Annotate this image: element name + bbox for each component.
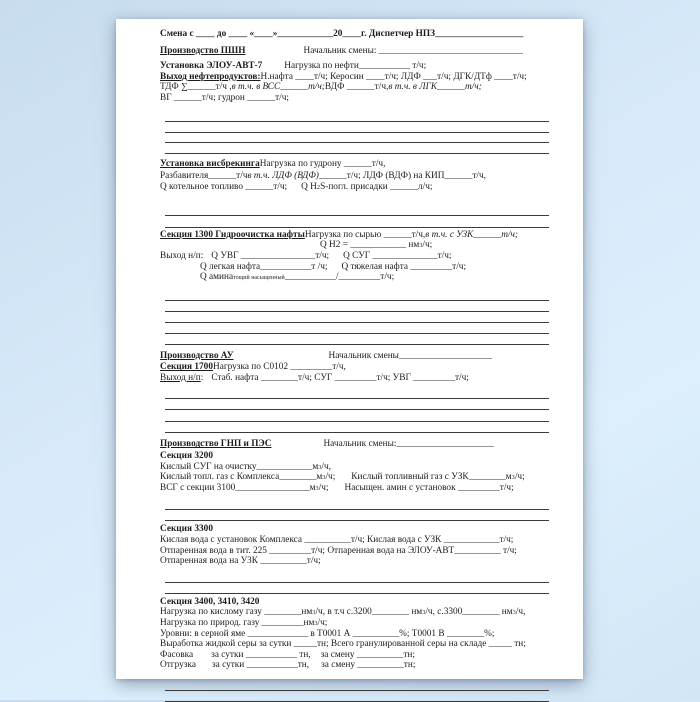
vg-gudron-line (160, 93, 549, 104)
text-segment: в т.ч. в ВСС (231, 82, 281, 93)
tab-gap (262, 67, 284, 68)
spacer (160, 193, 549, 204)
text-segment: Нагрузка по природ. газу _________нм (160, 618, 315, 628)
writing-line (165, 323, 549, 334)
text-segment: Производство АУ (160, 350, 234, 361)
text-segment: за смену __________тн; (320, 649, 415, 660)
tab-gap (329, 257, 343, 258)
writing-line (165, 691, 549, 702)
tab-gap (196, 666, 212, 667)
text-segment: Q УВГ ________________т/ч; (211, 250, 330, 261)
shipment-line (160, 660, 549, 671)
tab-gap (287, 188, 301, 189)
writing-line (165, 122, 549, 133)
text-segment: т/ч; (464, 82, 482, 93)
writing-line (165, 133, 549, 144)
writing-line (165, 572, 549, 583)
text-segment: Отпаренная вода в тит. 225 _________т/ч; Отпаренная вода на ЭЛОУ-АВТ__________ т/ч; (160, 545, 517, 556)
section-3400-title (160, 597, 549, 608)
text-segment: ______ (280, 82, 309, 93)
razbavitel-line (160, 171, 549, 182)
tab-gap (271, 445, 323, 446)
text-segment: /ч, в т.ч с.3200________ нм (315, 607, 423, 618)
text-segment: ТДФ ∑______т/ч , (160, 82, 232, 93)
text-segment: Насыщен. амин с установок _________т/ч; (344, 482, 514, 493)
text-segment: Кислый топл. газ с Комплекса________м (160, 472, 323, 483)
text-segment: /ч; (318, 482, 329, 493)
tab-gap (309, 666, 321, 667)
text-segment: Уровни: в серной яме _____________ в Т0001 А __________%; Т0001 В ________%; (160, 628, 495, 639)
sulfur-production-line (160, 639, 549, 650)
text-segment: ВГ ______т/ч; гудрон ______т/ч; (160, 92, 290, 103)
section-3300-title (160, 524, 549, 535)
tab-gap (335, 478, 351, 479)
stripped-water-uzk-line (160, 556, 549, 567)
production-gnp-pes-header (160, 439, 549, 450)
text-segment: в т.ч. с УЗК (425, 229, 474, 240)
text-segment: ВСГ с секции 3100________________м (160, 482, 316, 493)
text-segment: Производство ПШН (160, 45, 246, 56)
text-segment: Н.нафта ____т/ч; Керосин ____т/ч; ЛДФ ___т/ч; ДГК/ДТф ____т/ч; (260, 71, 527, 82)
text-segment: /ч; (325, 472, 336, 483)
text-segment: Q тяжелая нафта _________т/ч; (341, 261, 467, 272)
text-segment: за сутки ___________ тн, (211, 649, 311, 660)
text-segment: за сутки ___________тн, (211, 660, 310, 671)
text-segment: Начальник смены: _______________________________ (303, 45, 523, 56)
writing-line (165, 583, 549, 594)
section-1700-line (160, 362, 549, 373)
text-segment: Q легкая нафта___________т /ч; (200, 261, 328, 272)
section-3200-title (160, 451, 549, 462)
writing-line (165, 510, 549, 521)
text-segment: Выработка жидкой серы за сутки _____тн; Всего гранулированной серы на складе _____ тн; (160, 639, 526, 650)
text-segment: /ч, с.3300________ нм (425, 607, 513, 618)
text-segment: Начальник смены____________________ (328, 350, 492, 361)
text-segment: Отпаренная вода на УЗК __________т/ч; (160, 556, 321, 567)
text-segment: Секция 3200 (160, 451, 213, 462)
text-segment: Начальник смены:_____________________ (323, 439, 495, 450)
text-segment: Выход н/п (160, 372, 201, 383)
section-1700-yield-line (160, 373, 549, 384)
text-segment: т/ч; (501, 229, 519, 240)
document-content (160, 29, 549, 671)
boiler-fuel-line: Q котельное топливо ______т/ч; Q H2S-погл. присадки ______л/ч; (160, 182, 433, 193)
tab-gap (234, 357, 329, 358)
acid-gas-load-line: Нагрузка по кислому газу ________нм3/ч, в т.ч с.3200________ нм3/ч, с.3300________ нм3/ч, (160, 607, 526, 618)
text-segment: /ч; (514, 472, 525, 483)
text-segment: /ч, (515, 607, 526, 618)
qh2-line: Q H2 = ____________ нм3/ч; (320, 240, 433, 251)
writing-line (165, 143, 549, 154)
sour-water-line (160, 535, 549, 546)
text-segment: Стаб. нафта ________т/ч; СУГ _________т/ч; УВГ _________т/ч; (211, 372, 469, 383)
tab-gap (328, 268, 342, 269)
text-segment: Нагрузка по нефти___________ т/ч; (284, 61, 427, 72)
yield-uvg-sug-line (160, 251, 549, 262)
text-segment: Разбавителя______т/ч (160, 170, 248, 181)
text-segment: /ч, (321, 461, 331, 472)
writing-line (165, 112, 549, 123)
report-page (116, 19, 583, 679)
writing-line (165, 216, 549, 228)
text-segment: ______ (437, 82, 465, 93)
production-au-header (160, 351, 549, 362)
writing-line (165, 680, 549, 691)
writing-line (165, 499, 549, 510)
text-segment: Q H2 = ____________ нм (320, 240, 420, 251)
writing-line (165, 334, 549, 345)
text-segment: /ч; (317, 618, 328, 628)
natural-gas-load-line: Нагрузка по природ. газу _________нм3/ч; (160, 618, 328, 628)
writing-line (165, 204, 549, 216)
text-segment: т/ч; (308, 82, 325, 93)
sour-gas-line: Кислый топл. газ с Комплекса________м3/ч; Кислый топливный газ с УЗК________м3/ч; (160, 472, 525, 483)
vsg-line: ВСГ с секции 3100________________м3/ч; Насыщен. амин с установок _________т/ч; (160, 482, 514, 493)
writing-line (165, 301, 549, 312)
text-segment: Q котельное топливо ______т/ч; (160, 182, 288, 193)
text-segment: Q амина (200, 272, 234, 283)
tab-gap (329, 489, 345, 490)
text-segment: /ч; (422, 240, 433, 251)
writing-line (165, 312, 549, 323)
section-1300-header-line (160, 230, 549, 241)
tab-gap (203, 257, 211, 258)
text-segment: Нагрузка по сырью ______т/ч, (304, 229, 426, 240)
text-segment: ВДФ ______т/ч, (324, 82, 389, 93)
unit-elou-avt7-line (160, 61, 549, 72)
text-segment: Секция 3300 (160, 524, 213, 535)
text-segment: Выход н/п: (160, 250, 204, 261)
text-segment: Секция 1700 (160, 362, 213, 373)
text-segment: Нагрузка по С0102 _________т/ч, (212, 362, 346, 373)
text-segment: тощий насыщенный (233, 275, 285, 282)
product-yield-line (160, 72, 549, 83)
text-segment: Установка ЭЛОУ-АВТ-7 (160, 61, 263, 72)
light-heavy-naphtha-line (160, 262, 549, 273)
tab-gap (203, 379, 211, 380)
text-segment: Отгрузка (160, 660, 196, 671)
writing-line (165, 422, 549, 434)
shift-header-line (160, 29, 549, 40)
tab-gap (193, 656, 211, 657)
tdf-line (160, 82, 549, 93)
packing-line (160, 650, 549, 661)
text-segment: Кислый топливный газ с УЗК________м (351, 472, 512, 483)
writing-line (165, 399, 549, 411)
spacer (160, 671, 549, 680)
text-segment: Фасовка (160, 649, 194, 660)
text-segment: за смену __________тн; (321, 660, 416, 671)
text-segment: Выход нефтепродуктов: (160, 71, 261, 82)
spacer (160, 104, 549, 112)
text-segment: Нагрузка по гудрону ______т/ч, (259, 158, 386, 169)
amine-line (160, 272, 549, 283)
text-segment: Q H (301, 182, 317, 193)
writing-line (165, 387, 549, 399)
sour-sug-line: Кислый СУГ на очистку____________м3/ч, (160, 461, 331, 472)
text-segment: ______т/ч; ЛДФ (ВДФ) на КИП______т/ч, (318, 170, 486, 181)
text-segment: S-погл. присадки ______л/ч; (320, 182, 433, 193)
text-segment: ___________/_________т/ч; (284, 272, 395, 283)
text-segment: в т.ч. ЛДФ (ВДФ) (247, 170, 319, 181)
text-segment: в т.ч. в ЛГК (388, 82, 438, 93)
text-segment: Q СУГ ______________т/ч; (343, 250, 452, 261)
text-segment: Кислая вода с установок Комплекса __________т/ч; Кислая вода с УЗК ____________т/ч; (160, 535, 514, 546)
text-segment: : (200, 372, 204, 383)
text-segment: Нагрузка по кислому газу ________нм (160, 607, 313, 618)
text-segment: Смена с ____ до ____ «____»____________20____г. Диспетчер НПЗ___________________ (160, 29, 524, 39)
tab-gap (245, 52, 303, 53)
levels-line (160, 629, 549, 640)
text-segment: Секция 3400, 3410, 3420 (160, 596, 260, 607)
tab-gap (311, 656, 321, 657)
text-segment: Производство ГНП и ПЭС (160, 439, 272, 450)
production-pshn-header (160, 46, 549, 57)
text-segment: Установка висбрекинга (160, 158, 260, 169)
text-segment: ______ (473, 229, 502, 240)
stripped-water-line (160, 546, 549, 557)
visbreaking-header-line (160, 159, 549, 170)
text-segment: Секция 1300 Гидроочистка нафты (160, 229, 305, 240)
writing-line (165, 288, 549, 301)
writing-line (165, 410, 549, 422)
text-segment: Кислый СУГ на очистку____________м (160, 461, 319, 472)
